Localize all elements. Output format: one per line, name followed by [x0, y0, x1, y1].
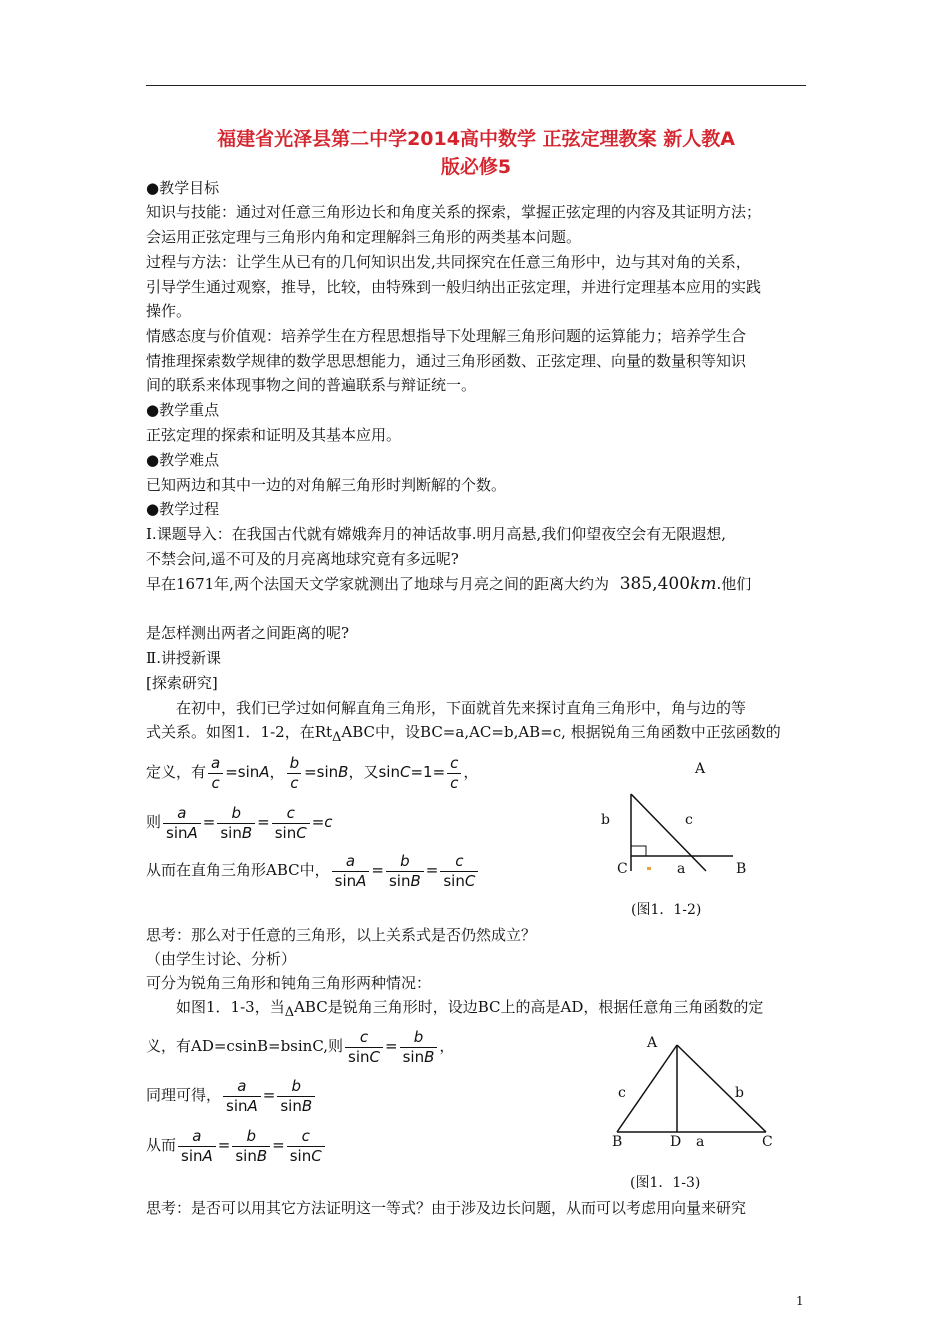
height-formula-line: 义，有AD=csinB=bsinC,则 $\frac{c}{\sin C}$ = $\frac{b}{\sin B}$ ， — [146, 1027, 455, 1066]
figure-caption: (图1．1-2) — [631, 902, 702, 918]
side-label-b: b — [735, 1085, 744, 1101]
side-label-c: c — [618, 1085, 626, 1101]
paragraph: 在初中，我们已学过如何解直角三角形，下面就首先来探讨直角三角形中，角与边的等 — [176, 699, 747, 717]
vertex-label-C: C — [617, 861, 628, 877]
fraction-a-sinA: $\frac{a}{\sin A}$ — [163, 804, 201, 843]
paragraph: （由学生讨论、分析） — [146, 950, 297, 968]
paragraph: 情推理探索数学规律的数学思思想能力，通过三角形函数、正弦定理、向量的数量积等知识 — [146, 352, 747, 370]
doc-title-line2: 版必修5 — [440, 156, 512, 178]
paragraph: 过程与方法：让学生从已有的几何知识出发,共同探究在任意三角形中，边与其对角的关系， — [146, 253, 751, 271]
side-label-a: a — [696, 1134, 705, 1150]
heading-key-points: ●教学重点 — [146, 401, 220, 419]
text: 早在1671年,两个法国天文学家就测出了地球与月亮之间的距离大约为 — [146, 575, 609, 593]
fraction-c-sinC: $\frac{c}{\sin C}$ — [272, 804, 310, 843]
ratio-formula-line: 从而在直角三角形ABC中， $\frac{a}{\sin A}$ = $\frac{b}{\sin B}$ = $\frac{c}{\sin C}$ — [146, 850, 480, 891]
paragraph: 知识与技能：通过对任意三角形边长和角度关系的探索，掌握正弦定理的内容及其证明方法； — [146, 203, 762, 221]
paragraph-distance — [146, 573, 751, 595]
fraction-c-sinC: $\frac{c}{\sin C}$ — [287, 1127, 325, 1166]
fraction-b-over-c: $\frac{b}{c}$ — [287, 754, 303, 793]
side-label-c: c — [685, 812, 693, 828]
fraction-a-sinA: $\frac{a}{\sin A}$ — [332, 852, 370, 891]
page-number: 1 — [796, 1294, 804, 1308]
paragraph: 操作。 — [146, 302, 192, 320]
fraction-c-sinC: $\frac{c}{\sin C}$ — [345, 1028, 383, 1067]
vertex-label-C: C — [762, 1134, 773, 1150]
figure-caption: (图1．1-3) — [630, 1175, 701, 1191]
side-label-a: a — [677, 861, 686, 877]
heading-difficulties: ●教学难点 — [146, 451, 220, 469]
point-label-D: D — [670, 1134, 682, 1150]
vertex-label-A: A — [695, 761, 706, 777]
paragraph: 如图1．1-3，当$_\Delta$ABC是锐角三角形时，设边BC上的高是AD，根据任意角三角函数的定 — [176, 998, 764, 1020]
acute-triangle-diagram — [600, 1030, 790, 1140]
fraction-a-over-c: $\frac{a}{c}$ — [208, 754, 223, 793]
vertex-label-A: A — [647, 1035, 658, 1051]
paragraph: 已知两边和其中一边的对角解三角形时判断解的个数。 — [146, 476, 507, 494]
paragraph: Ⅰ.课题导入：在我国古代就有嫦娥奔月的神话故事.明月高悬,我们仰望夜空会有无限遐想, — [146, 525, 727, 543]
heading-teaching-process: ●教学过程 — [146, 500, 220, 518]
fraction-c-sinC: $\frac{c}{\sin C}$ — [440, 852, 478, 891]
paragraph: 间的联系来体现事物之间的普遍联系与辩证统一。 — [146, 376, 477, 394]
fraction-b-sinB: $\frac{b}{\sin B}$ — [232, 1127, 270, 1166]
paragraph: 正弦定理的探索和证明及其基本应用。 — [146, 426, 402, 444]
section-heading: Ⅱ.讲授新课 — [146, 649, 221, 667]
paragraph: 不禁会问,遥不可及的月亮离地球究竟有多远呢? — [146, 550, 459, 568]
paragraph: 思考：是否可以用其它方法证明这一等式？由于涉及边长问题，从而可以考虑用向量来研究 — [146, 1199, 747, 1217]
fraction-a-sinA: $\frac{a}{\sin A}$ — [178, 1127, 216, 1166]
fraction-a-sinA: $\frac{a}{\sin A}$ — [223, 1077, 261, 1116]
fraction-b-sinB: $\frac{b}{\sin B}$ — [400, 1028, 438, 1067]
definition-formula-line: 定义，有 $\frac{a}{c}$ =sinA， $\frac{b}{c}$ =sinB，又sinC=1= $\frac{c}{c}$ ， — [146, 753, 479, 792]
paragraph: 式关系。如图1．1-2，在$Rt_\Delta ABC$中，设BC=a,AC=b,AB=c, 根据锐角三角函数中正弦函数的 — [146, 723, 781, 745]
header-rule — [146, 85, 806, 86]
ratio-formula-line: 则 $\frac{a}{\sin A}$ = $\frac{b}{\sin B}$ = $\frac{c}{\sin C}$ =c — [146, 803, 333, 842]
paragraph: 情感态度与价值观：培养学生在方程思想指导下处理解三角形问题的运算能力；培养学生合 — [146, 327, 747, 345]
paragraph: 思考：那么对于任意的三角形，以上关系式是否仍然成立？ — [146, 926, 537, 944]
fraction-c-over-c: $\frac{c}{c}$ — [447, 754, 461, 793]
paragraph: 会运用正弦定理与三角形内角和定理解斜三角形的两类基本问题。 — [146, 228, 582, 246]
fraction-b-sinB: $\frac{b}{\sin B}$ — [277, 1077, 315, 1116]
distance-value: 385,400km — [619, 574, 717, 594]
fraction-b-sinB: $\frac{b}{\sin B}$ — [217, 804, 255, 843]
doc-title-line1: 福建省光泽县第二中学2014高中数学 正弦定理教案 新人教A — [217, 128, 735, 150]
paragraph: 可分为锐角三角形和钝角三角形两种情况： — [146, 974, 432, 992]
vertex-label-B: B — [612, 1134, 623, 1150]
side-label-b: b — [601, 812, 610, 828]
section-heading: [探索研究] — [146, 674, 218, 692]
heading-teaching-goals: ●教学目标 — [146, 179, 220, 197]
conclusion-formula-line: 从而 $\frac{a}{\sin A}$ = $\frac{b}{\sin B}$ = $\frac{c}{\sin C}$ — [146, 1125, 327, 1166]
fraction-b-sinB: $\frac{b}{\sin B}$ — [386, 852, 424, 891]
paragraph: 引导学生通过观察，推导，比较，由特殊到一般归纳出正弦定理，并进行定理基本应用的实践 — [146, 278, 762, 296]
similar-formula-line: 同理可得， $\frac{a}{\sin A}$ = $\frac{b}{\sin B}$ — [146, 1075, 317, 1116]
vertex-label-B: B — [736, 861, 747, 877]
paragraph: 是怎样测出两者之间距离的呢? — [146, 624, 350, 642]
text: .他们 — [716, 575, 752, 593]
